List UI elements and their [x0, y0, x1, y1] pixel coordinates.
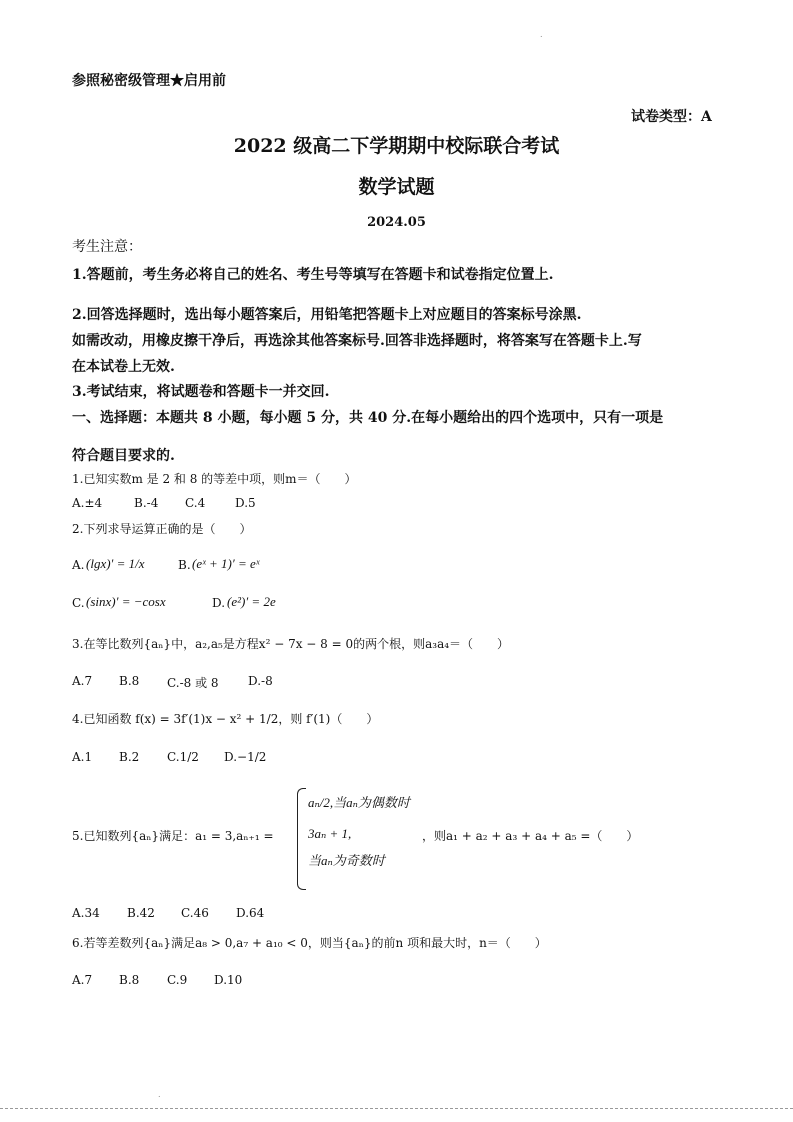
- notice-item-2-line1: 2.回答选择题时，选出每小题答案后，用铅笔把答题卡上对应题目的答案标号涂黑.: [72, 307, 582, 323]
- q1-option-d: D.5: [235, 496, 256, 510]
- question-6-stem: 6.若等差数列{aₙ}满足a₈ > 0,a₇ + a₁₀ < 0，则当{aₙ}的前n 项和最大时，n＝（ ）: [72, 936, 547, 950]
- q2-option-d-formula: (e²)′ = 2e: [227, 594, 276, 609]
- q2-option-a-formula: (lgx)′ = 1/x: [86, 556, 145, 571]
- q2-option-c-label: C.: [72, 596, 85, 610]
- q3-option-a: A.7: [72, 674, 93, 688]
- stray-dot: .: [158, 1090, 161, 1099]
- q3-option-b: B.8: [119, 674, 140, 688]
- q5-option-d: D.64: [236, 906, 265, 920]
- q2-option-d-label: D.: [212, 596, 226, 610]
- q5-option-c: C.46: [181, 906, 209, 920]
- q3-option-d: D.-8: [248, 674, 273, 688]
- q5-option-a: A.34: [72, 906, 100, 920]
- piecewise-brace: [297, 788, 306, 890]
- q2-option-b-label: B.: [178, 558, 191, 572]
- q4-option-a: A.1: [72, 750, 93, 764]
- q5-case-odd-formula: 3aₙ + 1,: [308, 826, 352, 841]
- q5-case-odd-condition: 当aₙ为奇数时: [308, 853, 385, 868]
- q1-option-c: C.4: [185, 496, 206, 510]
- exam-title: 2022 级高二下学期期中校际联合考试: [233, 135, 560, 157]
- q6-option-a: A.7: [72, 973, 93, 987]
- question-4-stem: 4.已知函数 f(x) = 3f′(1)x − x² + 1/2，则 f′(1)（ ）: [72, 712, 379, 726]
- q2-option-c-formula: (sinx)′ = −cosx: [86, 594, 166, 609]
- question-5-stem-suffix: ，则a₁ + a₂ + a₃ + a₄ + a₅ =（ ）: [422, 829, 639, 843]
- q2-option-a-label: A.: [72, 558, 85, 572]
- question-1-stem: 1.已知实数m 是 2 和 8 的等差中项，则m＝（ ）: [72, 472, 357, 486]
- stray-dot: .: [540, 30, 543, 39]
- q4-option-b: B.2: [119, 750, 140, 764]
- q1-option-a: A.±4: [72, 496, 103, 510]
- q3-option-c: C.-8 或 8: [167, 676, 219, 690]
- paper-type: 试卷类型：A: [631, 109, 712, 125]
- notice-item-1: 1.答题前，考生务必将自己的姓名、考生号等填写在答题卡和试卷指定位置上.: [72, 267, 554, 283]
- page-bottom-rule: [0, 1108, 793, 1109]
- q6-option-d: D.10: [214, 973, 243, 987]
- question-5-stem-prefix: 5.已知数列{aₙ}满足：a₁ = 3,aₙ₊₁ =: [72, 829, 274, 843]
- q2-option-b-formula: (eˣ + 1)′ = eˣ: [192, 556, 260, 571]
- notice-item-2-line3: 在本试卷上无效.: [72, 359, 175, 375]
- section-heading-line2: 符合题目要求的.: [72, 448, 175, 464]
- q4-option-c: C.1/2: [167, 750, 199, 764]
- section-heading-line1: 一、选择题：本题共 8 小题，每小题 5 分，共 40 分.在每小题给出的四个选项中，只有一项是: [72, 410, 664, 426]
- question-3-stem: 3.在等比数列{aₙ}中，a₂,a₅是方程x² − 7x − 8 = 0的两个根，则a₃a₄＝（ ）: [72, 637, 510, 651]
- secrecy-label: 参照秘密级管理★启用前: [72, 73, 226, 89]
- q4-option-d: D.−1/2: [224, 750, 267, 764]
- q5-case-even: aₙ/2,当aₙ为偶数时: [308, 795, 410, 810]
- notice-item-2-line2: 如需改动，用橡皮擦干净后，再选涂其他答案标号.回答非选择题时，将答案写在答题卡上.写: [72, 333, 642, 349]
- exam-date: 2024.05: [367, 215, 426, 230]
- subject-title: 数学试题: [358, 176, 435, 198]
- q1-option-b: B.-4: [134, 496, 159, 510]
- notice-heading: 考生注意：: [72, 239, 142, 255]
- question-2-stem: 2.下列求导运算正确的是（ ）: [72, 522, 252, 536]
- notice-item-3: 3.考试结束，将试题卷和答题卡一并交回.: [72, 384, 330, 400]
- q6-option-b: B.8: [119, 973, 140, 987]
- q6-option-c: C.9: [167, 973, 188, 987]
- q5-option-b: B.42: [127, 906, 155, 920]
